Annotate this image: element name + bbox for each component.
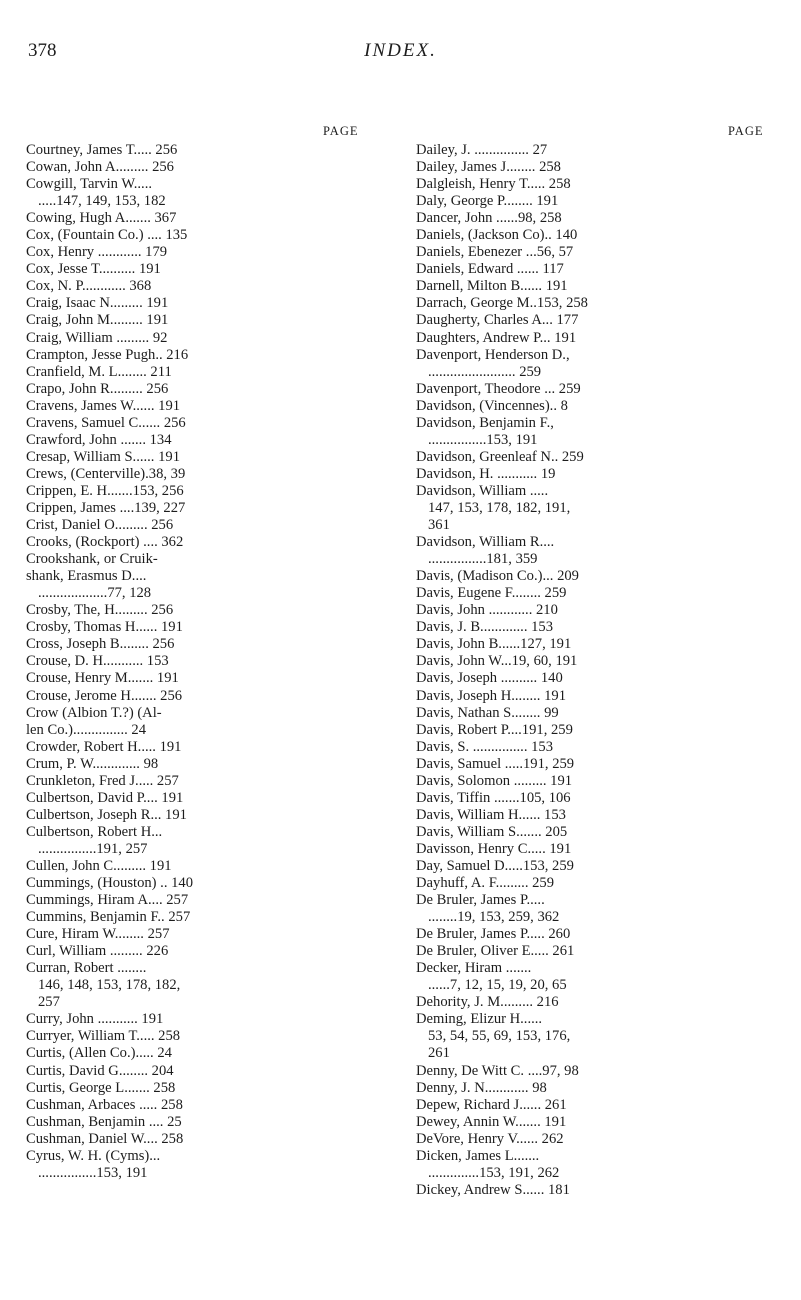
index-entry: Crouse, Jerome H....... 256 xyxy=(26,687,183,704)
index-entry: Davis, John B......127, 191 xyxy=(416,636,572,653)
index-entry: Dalgleish, Henry T..... 258 xyxy=(416,176,571,193)
index-entry: Culbertson, David P.... 191 xyxy=(26,789,184,806)
index-entry: 53, 54, 55, 69, 153, 176, xyxy=(428,1028,571,1045)
index-entry: Dehority, J. M......... 216 xyxy=(416,994,559,1011)
index-entry: Davis, Tiffin .......105, 106 xyxy=(416,789,571,806)
index-entry: 147, 153, 178, 182, 191, xyxy=(428,499,571,516)
index-entry: Cummings, (Houston) .. 140 xyxy=(26,875,194,892)
index-entry: Crum, P. W............. 98 xyxy=(26,755,159,772)
index-entry: Davis, Nathan S........ 99 xyxy=(416,704,559,721)
index-entry: Craig, Isaac N......... 191 xyxy=(26,295,169,312)
index-entry: Cure, Hiram W........ 257 xyxy=(26,926,170,943)
index-entry: Daniels, Edward ...... 117 xyxy=(416,261,564,278)
index-entry: Davis, (Madison Co.)... 209 xyxy=(416,568,579,585)
index-entry: Cox, N. P............ 368 xyxy=(26,278,152,295)
index-entry: Davis, Samuel .....191, 259 xyxy=(416,755,575,772)
index-entry: Cullen, John C......... 191 xyxy=(26,857,172,874)
index-entry: shank, Erasmus D.... xyxy=(26,568,147,585)
index-entry: Crosby, Thomas H...... 191 xyxy=(26,619,183,636)
index-entry: Crapo, John R......... 256 xyxy=(26,380,169,397)
index-entry: Crowder, Robert H..... 191 xyxy=(26,738,182,755)
index-entry: Daniels, Ebenezer ...56, 57 xyxy=(416,244,574,261)
index-entry: Cushman, Daniel W.... 258 xyxy=(26,1130,184,1147)
index-entry: ..............153, 191, 262 xyxy=(428,1164,560,1181)
index-entry: len Co.)............... 24 xyxy=(26,721,146,738)
index-entry: Davidson, H. ........... 19 xyxy=(416,465,556,482)
index-entry: Crouse, Henry M....... 191 xyxy=(26,670,179,687)
index-entry: Day, Samuel D.....153, 259 xyxy=(416,857,574,874)
index-entry: Davis, Joseph H........ 191 xyxy=(416,687,566,704)
index-entry: Cushman, Arbaces ..... 258 xyxy=(26,1096,183,1113)
index-entry: Davis, William H...... 153 xyxy=(416,806,566,823)
index-entry: 146, 148, 153, 178, 182, xyxy=(38,977,181,994)
index-entry: Curran, Robert ........ xyxy=(26,960,147,977)
index-entry: Crippen, James ....139, 227 xyxy=(26,499,186,516)
page-title: INDEX. xyxy=(364,40,437,61)
index-entry: DeVore, Henry V...... 262 xyxy=(416,1130,564,1147)
index-entry: Curl, William ......... 226 xyxy=(26,943,169,960)
index-entry: Cowgill, Tarvin W..... xyxy=(26,176,153,193)
index-entry: Dickey, Andrew S...... 181 xyxy=(416,1181,570,1198)
index-entry: Davidson, William R.... xyxy=(416,534,555,551)
index-entry: Davenport, Theodore ... 259 xyxy=(416,380,581,397)
index-entry: 257 xyxy=(38,994,60,1011)
index-entry: Curry, John ........... 191 xyxy=(26,1011,164,1028)
running-head xyxy=(28,40,773,66)
index-entry: Davidson, Benjamin F., xyxy=(416,414,554,431)
index-entry: Crouse, D. H........... 153 xyxy=(26,653,169,670)
index-entry: ........................ 259 xyxy=(428,363,542,380)
index-column-right xyxy=(416,142,786,1199)
index-entry: Davis, William S....... 205 xyxy=(416,823,568,840)
index-entry: Curtis, (Allen Co.)..... 24 xyxy=(26,1045,172,1062)
index-entry: Dicken, James L....... xyxy=(416,1147,540,1164)
index-entry: Cyrus, W. H. (Cyms)... xyxy=(26,1147,161,1164)
index-entry: Davis, John W...19, 60, 191 xyxy=(416,653,578,670)
index-entry: Denny, De Witt C. ....97, 98 xyxy=(416,1062,579,1079)
index-entry: ................153, 191 xyxy=(38,1164,148,1181)
index-entry: Davidson, (Vincennes).. 8 xyxy=(416,397,568,414)
index-entry: Daly, George P........ 191 xyxy=(416,193,559,210)
index-entry: Davis, J. B............. 153 xyxy=(416,619,554,636)
index-entry: Davis, Robert P....191, 259 xyxy=(416,721,573,738)
page-number: 378 xyxy=(28,40,57,61)
index-entry: Dewey, Annin W....... 191 xyxy=(416,1113,567,1130)
index-entry: Cowing, Hugh A....... 367 xyxy=(26,210,177,227)
index-entry: Davis, John ............ 210 xyxy=(416,602,558,619)
index-entry: Davis, Eugene F........ 259 xyxy=(416,585,567,602)
index-entry: Darnell, Milton B...... 191 xyxy=(416,278,568,295)
index-entry: Curtis, David G........ 204 xyxy=(26,1062,174,1079)
page-column-label-right: PAGE xyxy=(728,124,764,138)
index-entry: Cummins, Benjamin F.. 257 xyxy=(26,909,191,926)
index-entry: Decker, Hiram ....... xyxy=(416,960,532,977)
index-entry: Crawford, John ....... 134 xyxy=(26,431,172,448)
index-entry: Cowan, John A......... 256 xyxy=(26,159,174,176)
index-entry: Cushman, Benjamin .... 25 xyxy=(26,1113,182,1130)
index-entry: Craig, William ......... 92 xyxy=(26,329,168,346)
index-entry: Crunkleton, Fred J..... 257 xyxy=(26,772,179,789)
index-entry: ...................77, 128 xyxy=(38,585,152,602)
index-entry: ................191, 257 xyxy=(38,840,148,857)
index-entry: Curtis, George L....... 258 xyxy=(26,1079,176,1096)
index-entry: Dayhuff, A. F......... 259 xyxy=(416,875,555,892)
index-entry: Cravens, James W...... 191 xyxy=(26,397,181,414)
page-column-label-left: PAGE xyxy=(323,124,359,138)
index-entry: .....147, 149, 153, 182 xyxy=(38,193,166,210)
index-entry: Crosby, The, H......... 256 xyxy=(26,602,174,619)
index-entry: Dailey, James J........ 258 xyxy=(416,159,561,176)
index-entry: Curryer, William T..... 258 xyxy=(26,1028,181,1045)
index-entry: Crampton, Jesse Pugh.. 216 xyxy=(26,346,189,363)
index-entry: Cox, (Fountain Co.) .... 135 xyxy=(26,227,188,244)
index-entry: ......7, 12, 15, 19, 20, 65 xyxy=(428,977,567,994)
index-entry: Culbertson, Robert H... xyxy=(26,823,163,840)
index-entry: Davis, Joseph .......... 140 xyxy=(416,670,563,687)
index-entry: Dailey, J. ............... 27 xyxy=(416,142,548,158)
index-entry: De Bruler, Oliver E..... 261 xyxy=(416,943,575,960)
index-entry: Davis, Solomon ......... 191 xyxy=(416,772,573,789)
index-entry: Deming, Elizur H...... xyxy=(416,1011,543,1028)
index-entry: Crooks, (Rockport) .... 362 xyxy=(26,534,184,551)
index-entry: Daughters, Andrew P... 191 xyxy=(416,329,577,346)
index-entry: Cravens, Samuel C...... 256 xyxy=(26,414,186,431)
index-entry: Davis, S. ............... 153 xyxy=(416,738,554,755)
index-entry: Crews, (Centerville).38, 39 xyxy=(26,465,186,482)
index-entry: Crippen, E. H.......153, 256 xyxy=(26,482,184,499)
index-entry: Daniels, (Jackson Co).. 140 xyxy=(416,227,578,244)
index-entry: 361 xyxy=(428,517,450,534)
index-entry: De Bruler, James P..... xyxy=(416,892,545,909)
index-entry: Davidson, Greenleaf N.. 259 xyxy=(416,448,584,465)
index-column-left xyxy=(26,142,386,1182)
index-entry: Crist, Daniel O......... 256 xyxy=(26,517,174,534)
index-entry: Davidson, William ..... xyxy=(416,482,549,499)
index-entry: Darrach, George M..153, 258 xyxy=(416,295,588,312)
index-entry: Crow (Albion T.?) (Al- xyxy=(26,704,162,721)
index-entry: ................181, 359 xyxy=(428,551,538,568)
index-entry: Cresap, William S...... 191 xyxy=(26,448,180,465)
index-entry: Davisson, Henry C..... 191 xyxy=(416,840,572,857)
index-entry: ................153, 191 xyxy=(428,431,538,448)
index-entry: Depew, Richard J...... 261 xyxy=(416,1096,567,1113)
index-entry: De Bruler, James P..... 260 xyxy=(416,926,571,943)
index-entry: Daugherty, Charles A... 177 xyxy=(416,312,579,329)
index-entry: Cox, Jesse T.......... 191 xyxy=(26,261,161,278)
index-entry: Denny, J. N............ 98 xyxy=(416,1079,547,1096)
index-entry: ........19, 153, 259, 362 xyxy=(428,909,560,926)
index-entry: Courtney, James T..... 256 xyxy=(26,142,178,158)
index-entry: Culbertson, Joseph R... 191 xyxy=(26,806,187,823)
index-entry: Crookshank, or Cruik- xyxy=(26,551,158,568)
index-entry: 261 xyxy=(428,1045,450,1062)
index-entry: Cranfield, M. L........ 211 xyxy=(26,363,172,380)
index-entry: Davenport, Henderson D., xyxy=(416,346,570,363)
index-entry: Cross, Joseph B........ 256 xyxy=(26,636,175,653)
index-entry: Craig, John M......... 191 xyxy=(26,312,169,329)
index-entry: Dancer, John ......98, 258 xyxy=(416,210,562,227)
index-entry: Cummings, Hiram A.... 257 xyxy=(26,892,189,909)
index-entry: Cox, Henry ............ 179 xyxy=(26,244,168,261)
